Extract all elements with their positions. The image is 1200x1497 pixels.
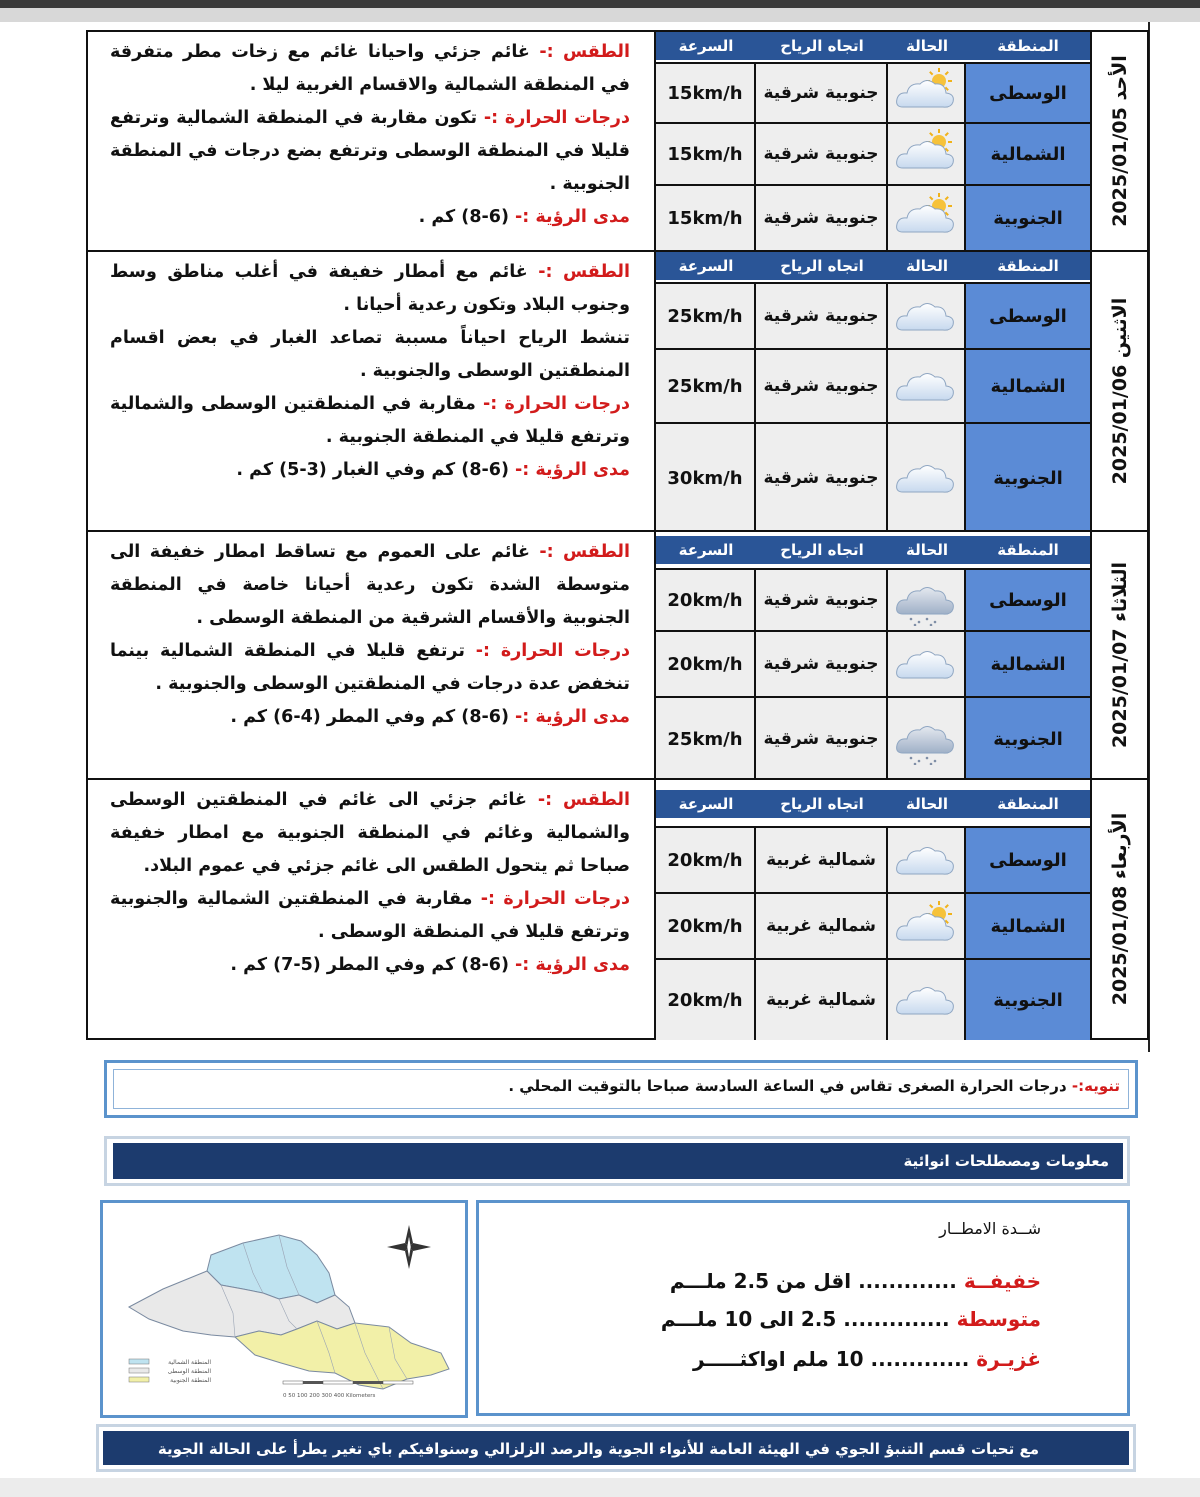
note-text: مقاربة في المنطقتين الوسطى والشمالية وترتفع قليلا في المنطقة الجنوبية .: [110, 394, 630, 447]
table-row: [656, 892, 1090, 958]
forecast-note: [110, 322, 630, 388]
header-state: الحالة: [906, 541, 948, 559]
wind-direction: شمالية غربية: [756, 960, 888, 1040]
forecast-day: [86, 30, 1149, 252]
table-row: [656, 630, 1090, 696]
wind-direction: جنوبية شرقية: [756, 698, 888, 780]
wind-speed: 20km/h: [656, 894, 756, 958]
region-name: الجنوبية: [966, 186, 1090, 250]
note-label: مدى الرؤية :-: [515, 460, 630, 480]
table-row: [656, 568, 1090, 630]
cloudy-icon: [888, 284, 966, 348]
note-label: الطقس :-: [539, 542, 631, 562]
note-text: غائم مع أمطار خفيفة في أغلب مناطق وسط وجنوب البلاد وتكون رعدية أحيانا .: [110, 262, 630, 315]
table-row: [656, 122, 1090, 184]
rain-level-medium: [661, 1307, 1041, 1331]
forecast-day: [86, 250, 1149, 532]
region-name: الجنوبية: [966, 698, 1090, 780]
note-label: مدى الرؤية :-: [515, 707, 630, 727]
rain-level-dots: .............: [863, 1347, 977, 1371]
wind-speed: 25km/h: [656, 350, 756, 422]
wind-speed: 20km/h: [656, 632, 756, 696]
forecast-notes: [88, 32, 654, 250]
table-row: [656, 184, 1090, 250]
notice-label: تنويه:-: [1071, 1077, 1120, 1095]
rain-cloud-icon: [888, 698, 966, 780]
header-state: الحالة: [906, 257, 948, 275]
cloudy-icon: [888, 424, 966, 532]
wind-direction: جنوبية شرقية: [756, 284, 888, 348]
region-name: الجنوبية: [966, 960, 1090, 1040]
region-name: الوسطى: [966, 64, 1090, 122]
region-name: الوسطى: [966, 284, 1090, 348]
header-speed: السرعة: [678, 257, 734, 275]
table-row: [656, 348, 1090, 422]
header-state: الحالة: [906, 795, 948, 813]
forecast-note: [110, 701, 630, 734]
day-date-column: [1090, 252, 1147, 530]
note-label: مدى الرؤية :-: [515, 955, 630, 975]
region-name: الشمالية: [966, 124, 1090, 184]
rain-level-light: [670, 1269, 1041, 1293]
region-name: الوسطى: [966, 570, 1090, 630]
header-region: المنطقة: [997, 795, 1059, 813]
note-label: الطقس :-: [538, 262, 630, 282]
forecast-note: [110, 388, 630, 454]
day-date-column: [1090, 532, 1147, 778]
forecast-note: [110, 201, 630, 234]
partly-cloudy-sun-icon: [888, 124, 966, 184]
note-label: مدى الرؤية :-: [515, 207, 630, 227]
table-row: [656, 422, 1090, 532]
wind-speed: 20km/h: [656, 570, 756, 630]
top-strip: [0, 8, 1200, 22]
rain-level-dots: ..............: [836, 1307, 957, 1331]
note-label: الطقس :-: [539, 42, 630, 62]
note-text: (6-8) كم وفي المطر (4-6) كم .: [230, 707, 516, 727]
footer-text: مع تحيات قسم التنبؤ الجوي في الهيئة العامة للأنواء الجوية والرصد الزلزالي وسنوافيكم باي تغير يطرأ على الحالة الجوية: [103, 1431, 1129, 1465]
note-text: تنشط الرياح احياناً مسببة تصاعد الغبار في بعض اقسام المنطقتين الوسطى والجنوبية .: [110, 328, 630, 381]
forecast-note: [110, 102, 630, 201]
wind-speed: 15km/h: [656, 186, 756, 250]
wind-speed: 15km/h: [656, 64, 756, 122]
header-speed: السرعة: [678, 541, 734, 559]
info-title-bar: [104, 1136, 1130, 1186]
forecast-notes: [88, 532, 654, 778]
header-wind-direction: اتجاه الرياح: [780, 37, 864, 55]
info-title: معلومات ومصطلحات انوائية: [113, 1143, 1123, 1179]
table-row: [656, 62, 1090, 122]
wind-direction: جنوبية شرقية: [756, 632, 888, 696]
forecast-note: [110, 784, 630, 883]
legend-north: المنطقة الشمالية: [168, 1359, 211, 1366]
header-region: المنطقة: [997, 37, 1059, 55]
header-wind-direction: اتجاه الرياح: [780, 541, 864, 559]
rain-level-name: خفيفــة: [963, 1269, 1041, 1293]
note-text: (6-8) كم وفي المطر (5-7) كم .: [230, 955, 516, 975]
wind-direction: جنوبية شرقية: [756, 64, 888, 122]
map-scale-label: 0 50 100 200 300 400 Kilometers: [283, 1393, 376, 1399]
wind-speed: 25km/h: [656, 698, 756, 780]
note-text: غائم على العموم مع تساقط امطار خفيفة الى متوسطة الشدة تكون رعدية أحيانا خاصة في المنطقة الجنوبية والأقسام الشرقية من المنطقة الوسطى .: [110, 542, 630, 628]
forecast-note: [110, 256, 630, 322]
note-text: غائم جزئي واحيانا غائم مع زخات مطر متفرقة في المنطقة الشمالية والاقسام الغربية ليلا .: [110, 42, 630, 95]
forecast-notes: [88, 780, 654, 1038]
day-date-column: [1090, 32, 1147, 250]
wind-direction: جنوبية شرقية: [756, 424, 888, 532]
forecast-note: [110, 36, 630, 102]
forecast-notes: [88, 252, 654, 530]
wind-direction: شمالية غربية: [756, 828, 888, 892]
forecast-note: [110, 949, 630, 982]
day-date: الثلاثاء 2025/01/07: [1108, 561, 1131, 749]
note-text: ترتفع قليلا في المنطقة الشمالية بينما تنخفض عدة درجات في المنطقتين الوسطى والجنوبية .: [110, 641, 630, 694]
table-row: [656, 696, 1090, 780]
wind-direction: جنوبية شرقية: [756, 124, 888, 184]
table-row: [656, 826, 1090, 892]
rain-level-value: اقل من 2.5 ملـــم: [669, 1269, 852, 1293]
cloudy-icon: [888, 632, 966, 696]
footer-bar: [96, 1424, 1136, 1472]
header-region: المنطقة: [997, 541, 1059, 559]
day-date: الأربعاء 2025/01/08: [1108, 812, 1131, 1006]
wind-direction: جنوبية شرقية: [756, 570, 888, 630]
rain-cloud-icon: [888, 570, 966, 630]
cloudy-icon: [888, 350, 966, 422]
table-row: [656, 282, 1090, 348]
table-header-row: [656, 790, 1090, 818]
forecast-note: [110, 536, 630, 635]
cloudy-icon: [888, 960, 966, 1040]
wind-speed: 30km/h: [656, 424, 756, 532]
header-wind-direction: اتجاه الرياح: [780, 795, 864, 813]
note-label: درجات الحرارة :-: [483, 108, 630, 128]
partly-cloudy-sun-icon: [888, 894, 966, 958]
table-header-row: [656, 536, 1090, 564]
legend-south: المنطقة الجنوبية: [170, 1377, 211, 1384]
partly-cloudy-sun-icon: [888, 186, 966, 250]
day-date: الاثنين 2025/01/06: [1108, 297, 1131, 485]
header-speed: السرعة: [678, 795, 734, 813]
forecast-note: [110, 635, 630, 701]
forecast-note: [110, 883, 630, 949]
note-text: مقاربة في المنطقتين الشمالية والجنوبية وترتفع قليلا في المنطقة الوسطى .: [110, 889, 630, 942]
table-header-row: [656, 252, 1090, 280]
region-name: الجنوبية: [966, 424, 1090, 532]
forecast-table: [654, 32, 1090, 250]
note-text: تكون مقاربة في المنطقة الشمالية وترتفع قليلا في المنطقة الوسطى وترتفع بضع درجات في المنطقة الجنوبية .: [110, 108, 630, 194]
notice-box: [104, 1060, 1138, 1118]
forecast-table: [654, 532, 1090, 778]
wind-speed: 20km/h: [656, 960, 756, 1040]
region-name: الشمالية: [966, 632, 1090, 696]
wind-speed: 15km/h: [656, 124, 756, 184]
rain-level-value: 2.5 الى 10 ملـــم: [660, 1307, 837, 1331]
rain-level-value: 10 ملم اواكثـــــر: [693, 1347, 864, 1371]
legend-middle: المنطقة الوسطى: [167, 1368, 211, 1375]
regions-map-box: [100, 1200, 468, 1418]
forecast-day: [86, 530, 1149, 780]
rain-level-name: غزيـرة: [976, 1347, 1041, 1371]
wind-speed: 25km/h: [656, 284, 756, 348]
rain-level-heavy: [693, 1347, 1041, 1371]
forecast-day: [86, 778, 1149, 1040]
day-date: الأحد 2025/01/05: [1108, 55, 1131, 227]
header-speed: السرعة: [678, 37, 734, 55]
forecast-note: [110, 454, 630, 487]
region-name: الوسطى: [966, 828, 1090, 892]
forecast-table: [654, 252, 1090, 530]
notice-text: درجات الحرارة الصغرى تقاس في الساعة السادسة صباحا بالتوقيت المحلي .: [508, 1077, 1072, 1095]
wind-direction: شمالية غربية: [756, 894, 888, 958]
note-text: غائم جزئي الى غائم في المنطقتين الوسطى والشمالية وغائم في المنطقة الجنوبية مع امطار خفيفة صباحا ثم يتحول الطقس الى غائم جزئي في عموم البلاد.: [110, 790, 630, 876]
header-region: المنطقة: [997, 257, 1059, 275]
note-text: (6-8) كم وفي الغبار (3-5) كم .: [236, 460, 516, 480]
compass-icon: [387, 1225, 431, 1269]
table-row: [656, 958, 1090, 1040]
bottom-strip: [0, 1478, 1200, 1497]
cloudy-icon: [888, 828, 966, 892]
note-label: الطقس :-: [537, 790, 630, 810]
partly-cloudy-sun-icon: [888, 64, 966, 122]
forecast-table: [654, 780, 1090, 1038]
rain-title: شــدة الامطــار: [939, 1219, 1041, 1238]
rain-level-name: متوسطة: [956, 1307, 1041, 1331]
rain-intensity-box: [476, 1200, 1130, 1416]
wind-speed: 20km/h: [656, 828, 756, 892]
note-label: درجات الحرارة :-: [480, 889, 630, 909]
note-label: درجات الحرارة :-: [475, 641, 631, 661]
note-text: (6-8) كم .: [418, 207, 516, 227]
top-bar: [0, 0, 1200, 8]
day-date-column: [1090, 780, 1147, 1038]
iraq-map-icon: [103, 1203, 465, 1415]
region-name: الشمالية: [966, 350, 1090, 422]
region-name: الشمالية: [966, 894, 1090, 958]
note-label: درجات الحرارة :-: [483, 394, 630, 414]
wind-direction: جنوبية شرقية: [756, 350, 888, 422]
map-legend: [129, 1359, 211, 1384]
header-wind-direction: اتجاه الرياح: [780, 257, 864, 275]
wind-direction: جنوبية شرقية: [756, 186, 888, 250]
header-state: الحالة: [906, 37, 948, 55]
table-header-row: [656, 32, 1090, 60]
rain-level-dots: .............: [851, 1269, 964, 1293]
